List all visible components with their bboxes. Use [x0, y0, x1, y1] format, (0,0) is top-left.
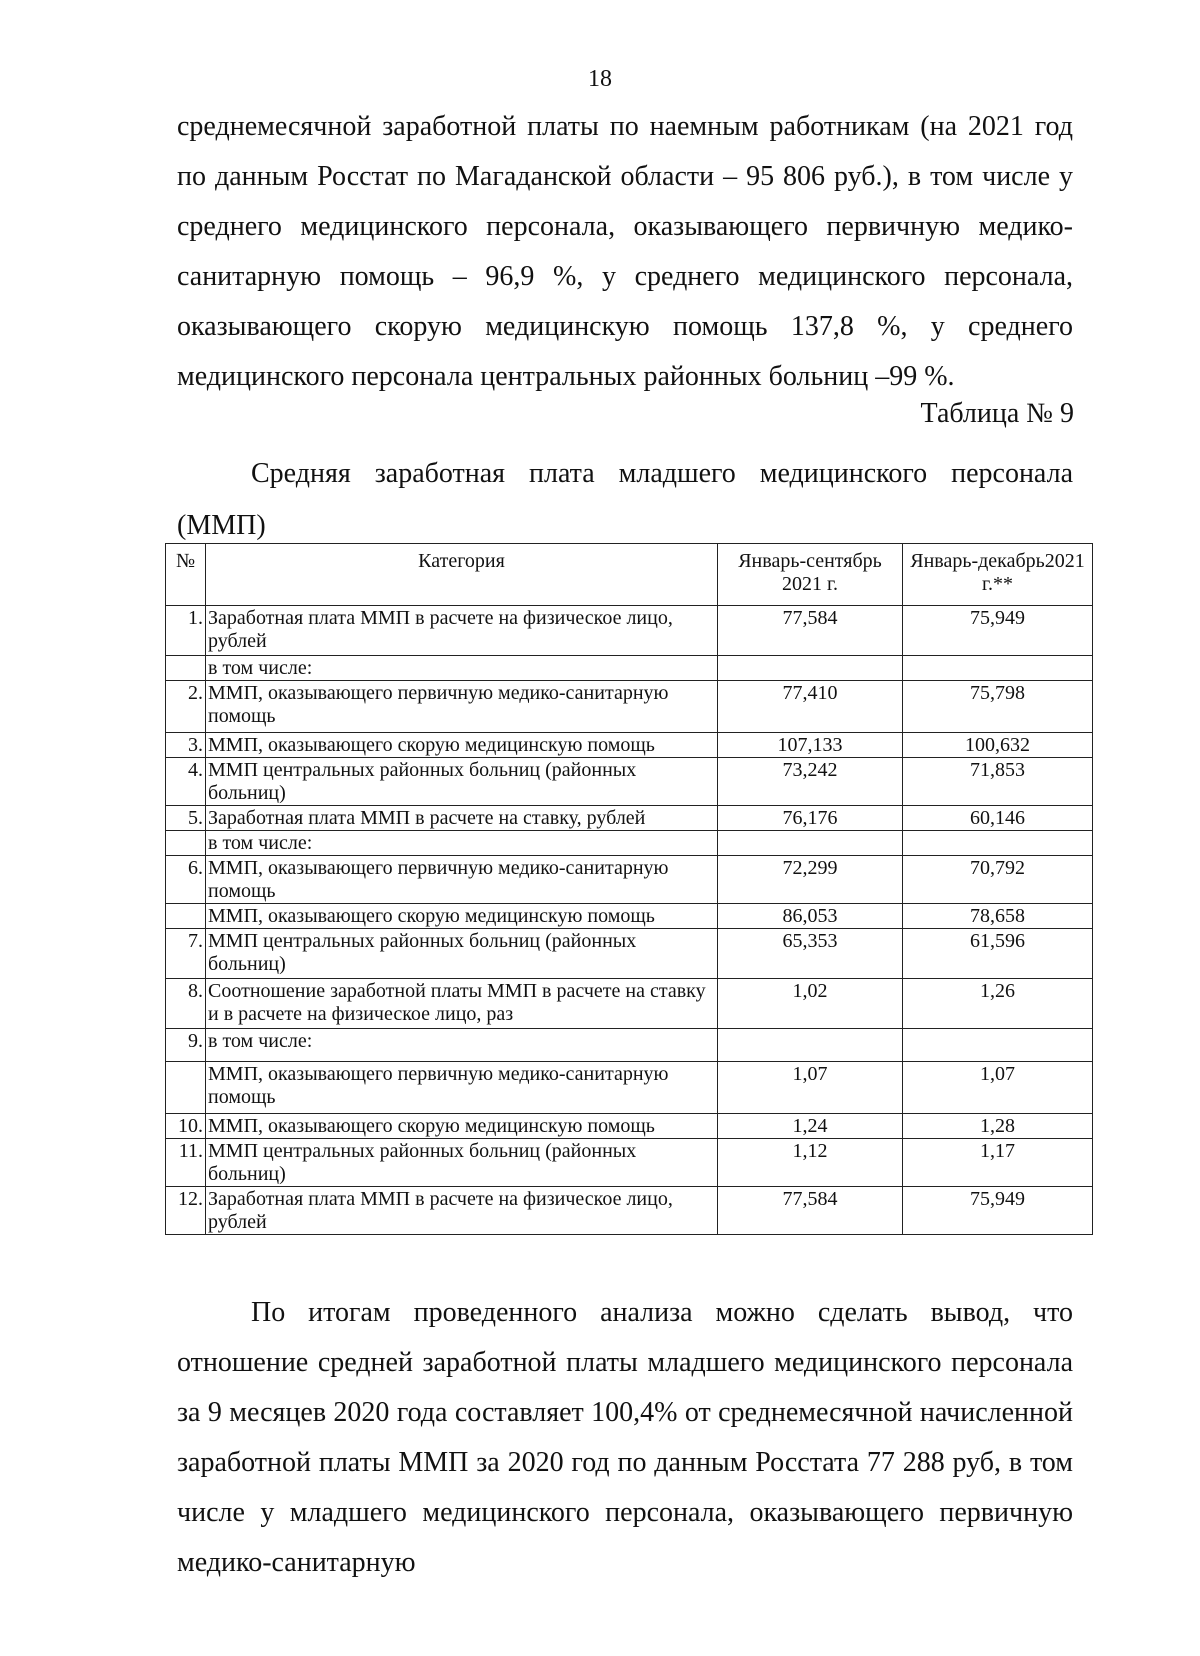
- row-value-jan-dec: 70,792: [903, 856, 1093, 904]
- table-row: [166, 904, 1093, 929]
- table-header-row: [166, 544, 1093, 606]
- row-category: ММП, оказывающего скорую медицинскую помощь: [206, 1114, 718, 1139]
- row-value-jan-sep: 107,133: [718, 733, 903, 758]
- row-number: 7.: [166, 929, 206, 979]
- row-value-jan-dec: [903, 831, 1093, 856]
- row-number: 6.: [166, 856, 206, 904]
- row-number: 3.: [166, 733, 206, 758]
- table-row: [166, 1029, 1093, 1062]
- row-value-jan-dec: 1,28: [903, 1114, 1093, 1139]
- table-row: [166, 758, 1093, 806]
- table-row: [166, 1187, 1093, 1235]
- table-row: [166, 681, 1093, 733]
- row-number: [166, 656, 206, 681]
- row-value-jan-sep: 1,02: [718, 979, 903, 1029]
- header-category: Категория: [206, 544, 718, 606]
- table-body: [166, 606, 1093, 1235]
- row-value-jan-dec: 75,798: [903, 681, 1093, 733]
- row-category: ММП, оказывающего первичную медико-санитарную помощь: [206, 681, 718, 733]
- table-row: [166, 733, 1093, 758]
- row-category: Заработная плата ММП в расчете на физическое лицо, рублей: [206, 606, 718, 656]
- row-number: 9.: [166, 1029, 206, 1062]
- row-value-jan-sep: 1,24: [718, 1114, 903, 1139]
- table-title: Средняя заработная плата младшего медицинского персонала (ММП): [177, 458, 1073, 541]
- row-number: 10.: [166, 1114, 206, 1139]
- row-value-jan-dec: 78,658: [903, 904, 1093, 929]
- row-category: ММП центральных районных больниц (районных больниц): [206, 1139, 718, 1187]
- row-category: ММП, оказывающего скорую медицинскую помощь: [206, 904, 718, 929]
- row-category: Заработная плата ММП в расчете на физическое лицо, рублей: [206, 1187, 718, 1235]
- table-row: [166, 979, 1093, 1029]
- row-number: 1.: [166, 606, 206, 656]
- row-value-jan-dec: 75,949: [903, 1187, 1093, 1235]
- row-value-jan-sep: 77,584: [718, 606, 903, 656]
- row-value-jan-dec: [903, 656, 1093, 681]
- table-row: [166, 606, 1093, 656]
- row-category: ММП центральных районных больниц (районных больниц): [206, 758, 718, 806]
- header-number: №: [166, 544, 206, 606]
- row-value-jan-sep: 1,12: [718, 1139, 903, 1187]
- table-row: [166, 1062, 1093, 1114]
- conclusion-paragraph: По итогам проведенного анализа можно сделать вывод, что отношение средней заработной платы младшего медицинского персонала за 9 месяцев 2020 года составляет 100,4% от среднемесячной начисленной заработной платы ММП за 2020 год по данным Росстата 77 288 руб, в том числе у младшего медицинского персонала, оказывающего первичную медико-санитарную: [177, 1297, 1073, 1578]
- row-number: 2.: [166, 681, 206, 733]
- row-value-jan-sep: [718, 1029, 903, 1062]
- row-number: 5.: [166, 806, 206, 831]
- table-row: [166, 656, 1093, 681]
- page-number: 18: [588, 66, 612, 92]
- row-value-jan-dec: 75,949: [903, 606, 1093, 656]
- table-row: [166, 1114, 1093, 1139]
- row-value-jan-dec: 1,26: [903, 979, 1093, 1029]
- row-number: [166, 831, 206, 856]
- row-value-jan-dec: 71,853: [903, 758, 1093, 806]
- row-category: Заработная плата ММП в расчете на ставку, рублей: [206, 806, 718, 831]
- row-number: 11.: [166, 1139, 206, 1187]
- row-value-jan-sep: 86,053: [718, 904, 903, 929]
- row-category: в том числе:: [206, 831, 718, 856]
- intro-paragraph: среднемесячной заработной платы по наемным работникам (на 2021 год по данным Росстат по Магаданской области – 95 806 руб.), в том числе у среднего медицинского персонала, оказывающего первичную медико-санитарную помощь – 96,9 %, у среднего медицинского персонала, оказывающего скорую медицинскую помощь 137,8 %, у среднего медицинского персонала центральных районных больниц –99 %.: [177, 111, 1073, 392]
- row-value-jan-sep: 1,07: [718, 1062, 903, 1114]
- row-value-jan-sep: 73,242: [718, 758, 903, 806]
- row-number: 4.: [166, 758, 206, 806]
- row-category: ММП центральных районных больниц (районных больниц): [206, 929, 718, 979]
- salary-table: [165, 543, 1093, 1235]
- table-row: [166, 929, 1093, 979]
- header-jan-dec-2021: Январь-декабрь2021 г.**: [903, 544, 1093, 606]
- header-jan-sep-2021: Январь-сентябрь 2021 г.: [718, 544, 903, 606]
- row-number: [166, 904, 206, 929]
- row-value-jan-sep: [718, 831, 903, 856]
- table-caption: Таблица № 9: [920, 398, 1074, 429]
- row-category: в том числе:: [206, 656, 718, 681]
- table-row: [166, 1139, 1093, 1187]
- row-value-jan-dec: 1,17: [903, 1139, 1093, 1187]
- row-number: 8.: [166, 979, 206, 1029]
- row-category: ММП, оказывающего первичную медико-санитарную помощь: [206, 1062, 718, 1114]
- row-number: 12.: [166, 1187, 206, 1235]
- row-value-jan-dec: 1,07: [903, 1062, 1093, 1114]
- row-value-jan-dec: 61,596: [903, 929, 1093, 979]
- row-category: Соотношение заработной платы ММП в расчете на ставку и в расчете на физическое лицо, раз: [206, 979, 718, 1029]
- row-number: [166, 1062, 206, 1114]
- table-row: [166, 856, 1093, 904]
- row-category: ММП, оказывающего скорую медицинскую помощь: [206, 733, 718, 758]
- row-category: ММП, оказывающего первичную медико-санитарную помощь: [206, 856, 718, 904]
- row-value-jan-sep: 65,353: [718, 929, 903, 979]
- row-value-jan-dec: [903, 1029, 1093, 1062]
- row-value-jan-dec: 100,632: [903, 733, 1093, 758]
- row-value-jan-dec: 60,146: [903, 806, 1093, 831]
- row-value-jan-sep: 77,410: [718, 681, 903, 733]
- row-value-jan-sep: 76,176: [718, 806, 903, 831]
- row-category: в том числе:: [206, 1029, 718, 1062]
- row-value-jan-sep: 77,584: [718, 1187, 903, 1235]
- table-row: [166, 831, 1093, 856]
- table-row: [166, 806, 1093, 831]
- row-value-jan-sep: 72,299: [718, 856, 903, 904]
- row-value-jan-sep: [718, 656, 903, 681]
